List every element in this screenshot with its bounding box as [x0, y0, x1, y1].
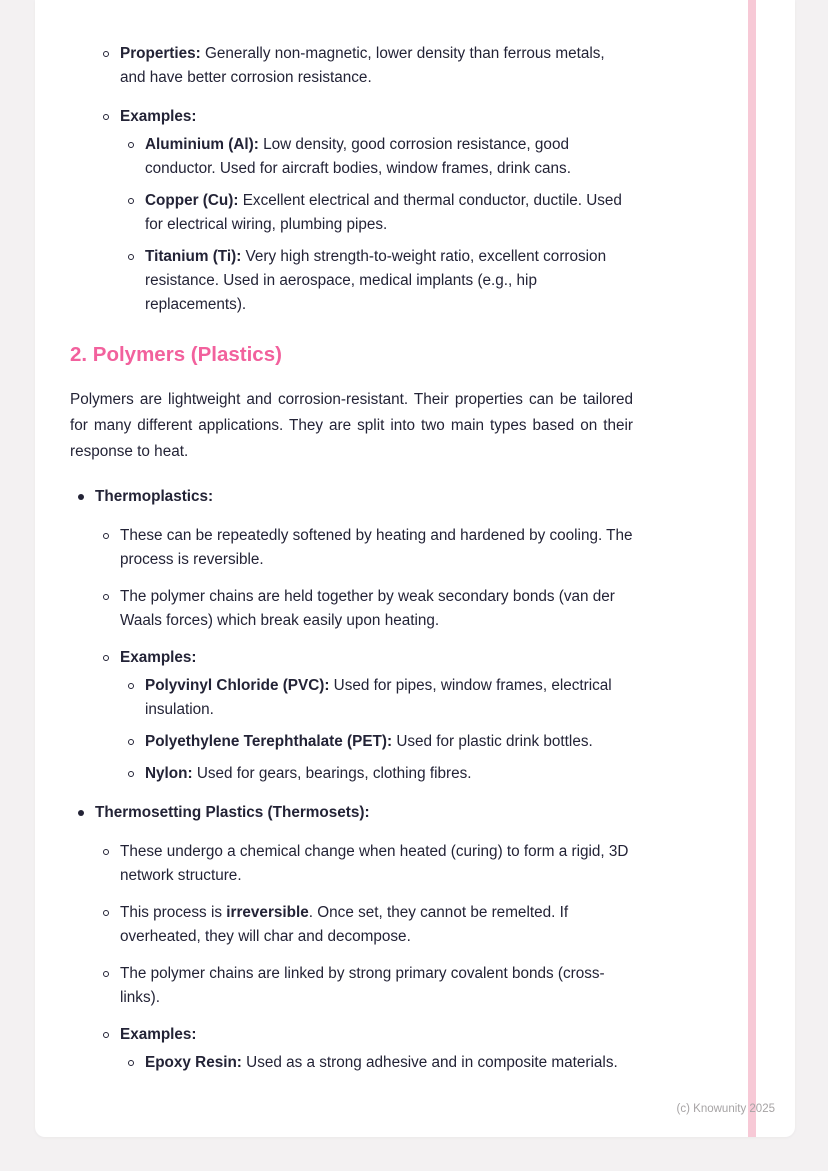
list-item-text [120, 646, 633, 670]
document-page [35, 0, 795, 1137]
list-item-text [145, 1051, 633, 1075]
item-emphasis: irreversible [226, 904, 309, 921]
circle-bullet-icon [128, 739, 134, 745]
copyright-notice: (c) Knowunity 2025 [676, 1103, 775, 1115]
item-body: The polymer chains are linked by strong primary covalent bonds (cross-links). [120, 965, 605, 1006]
list-item-copper [70, 189, 633, 237]
list-item-thermosets-point-2 [70, 901, 633, 949]
list-item-aluminium [70, 133, 633, 181]
item-body-post: . Once set, they cannot be remelted. If overheated, they will char and decompose. [120, 904, 569, 945]
list-item-epoxy-resin [70, 1051, 633, 1075]
list-item-text [95, 801, 633, 825]
item-label: Polyethylene Terephthalate (PET): [145, 733, 393, 750]
item-label: Nylon: [145, 765, 193, 782]
item-body: These undergo a chemical change when heated (curing) to form a rigid, 3D network structure. [120, 843, 629, 884]
item-label: Polyvinyl Chloride (PVC): [145, 677, 330, 694]
bullet-icon [78, 810, 84, 816]
list-item-text [120, 1023, 633, 1047]
item-label: Titanium (Ti): [145, 248, 242, 265]
list-item-thermosets-examples-label [70, 1023, 633, 1047]
item-label: Epoxy Resin: [145, 1054, 242, 1071]
item-label: Examples: [120, 108, 197, 125]
list-item-text [120, 105, 633, 129]
circle-bullet-icon [128, 198, 134, 204]
pink-margin-stripe [748, 0, 756, 1137]
list-item-text [120, 585, 633, 633]
circle-bullet-icon [103, 971, 109, 977]
item-label: Properties: [120, 45, 201, 62]
item-label: Examples: [120, 649, 197, 666]
list-item-thermoplastics [70, 485, 633, 509]
item-body: The polymer chains are held together by weak secondary bonds (van der Waals forces) which break easily upon heating. [120, 588, 615, 629]
circle-bullet-icon [103, 51, 109, 57]
list-item-text [145, 762, 633, 786]
list-item-text [120, 42, 633, 90]
list-item-examples-label [70, 105, 633, 129]
list-item-text [145, 674, 633, 722]
item-body-pre: This process is [120, 904, 227, 921]
polymers-intro-paragraph: Polymers are lightweight and corrosion-resistant. Their properties can be tailored for many different applications. They are split into two main types based on their response to heat. [70, 391, 633, 460]
document-content [35, 0, 633, 1075]
item-label: Thermoplastics: [95, 488, 214, 505]
circle-bullet-icon [103, 849, 109, 855]
list-item-thermosets-point-1 [70, 840, 633, 888]
list-item-text [120, 901, 633, 949]
list-item-text [145, 730, 633, 754]
circle-bullet-icon [103, 594, 109, 600]
list-item-text [120, 840, 633, 888]
circle-bullet-icon [128, 771, 134, 777]
circle-bullet-icon [128, 254, 134, 260]
circle-bullet-icon [128, 142, 134, 148]
item-body: Excellent electrical and thermal conductor, ductile. Used for electrical wiring, plumbing pipes. [145, 192, 622, 233]
list-item-text [145, 189, 633, 237]
list-item-text [145, 133, 633, 181]
item-body: Used for plastic drink bottles. [392, 733, 593, 750]
list-item-thermoplastics-point-1 [70, 524, 633, 572]
item-body: Very high strength-to-weight ratio, excellent corrosion resistance. Used in aerospace, medical implants (e.g., hip replacements). [145, 248, 607, 313]
list-item-text [120, 524, 633, 572]
circle-bullet-icon [103, 114, 109, 120]
list-item-nylon [70, 762, 633, 786]
list-item-thermosets [70, 801, 633, 825]
list-item-text [145, 245, 633, 317]
section-heading-polymers: 2. Polymers (Plastics) [70, 343, 282, 366]
circle-bullet-icon [103, 1032, 109, 1038]
item-body: Used as a strong adhesive and in composite materials. [241, 1054, 618, 1071]
circle-bullet-icon [103, 655, 109, 661]
item-body: Generally non-magnetic, lower density than ferrous metals, and have better corrosion resistance. [120, 45, 605, 86]
item-label: Aluminium (Al): [145, 136, 259, 153]
list-item-thermosets-point-3 [70, 962, 633, 1010]
item-label: Copper (Cu): [145, 192, 239, 209]
circle-bullet-icon [128, 683, 134, 689]
list-item-text [120, 962, 633, 1010]
item-label: Thermosetting Plastics (Thermosets): [95, 804, 370, 821]
list-item-pvc [70, 674, 633, 722]
item-body: Used for gears, bearings, clothing fibres. [192, 765, 472, 782]
item-label: Examples: [120, 1026, 197, 1043]
list-item-titanium [70, 245, 633, 317]
circle-bullet-icon [103, 533, 109, 539]
list-item-thermoplastics-examples-label [70, 646, 633, 670]
list-item-text [95, 485, 633, 509]
bullet-icon [78, 494, 84, 500]
list-item-thermoplastics-point-2 [70, 585, 633, 633]
list-item-properties [70, 42, 633, 90]
circle-bullet-icon [128, 1060, 134, 1066]
item-body: Low density, good corrosion resistance, good conductor. Used for aircraft bodies, window frames, drink cans. [145, 136, 571, 177]
item-body: Used for pipes, window frames, electrical insulation. [145, 677, 612, 718]
list-item-pet [70, 730, 633, 754]
item-body: These can be repeatedly softened by heating and hardened by cooling. The process is reversible. [120, 527, 633, 568]
circle-bullet-icon [103, 910, 109, 916]
